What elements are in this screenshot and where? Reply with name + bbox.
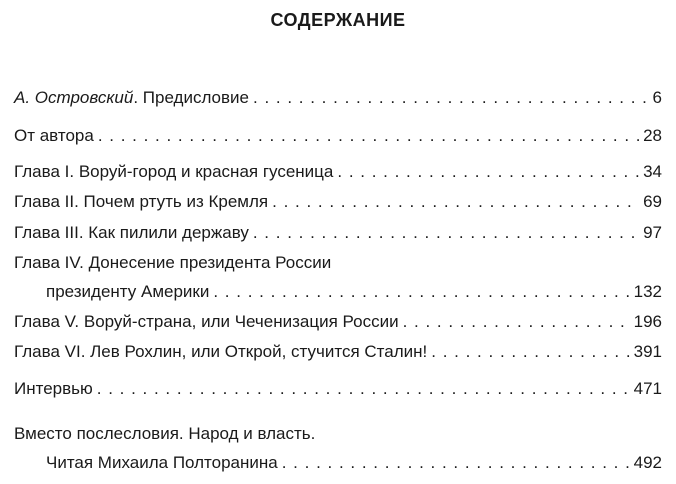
toc-entry-page: 28 bbox=[643, 126, 662, 145]
toc-entry-interview[interactable] bbox=[14, 377, 662, 401]
toc-entry-chapter-4-line-2[interactable] bbox=[46, 280, 662, 304]
toc-entry-page: 492 bbox=[633, 453, 662, 472]
dot-leader bbox=[213, 280, 629, 304]
dot-leader bbox=[97, 377, 630, 401]
toc-entry-label: Интервью bbox=[14, 379, 93, 398]
toc-entry-page: 391 bbox=[633, 342, 662, 361]
toc-entry-label bbox=[14, 86, 249, 110]
toc-entry-title: . Предисловие bbox=[133, 88, 249, 107]
toc-entry-chapter-6[interactable] bbox=[14, 340, 662, 364]
dot-leader bbox=[403, 310, 630, 334]
dot-leader bbox=[337, 160, 639, 184]
dot-leader bbox=[98, 124, 639, 148]
toc-entry-page: 34 bbox=[643, 162, 662, 181]
toc-entry-label: Глава II. Почем ртуть из Кремля bbox=[14, 192, 269, 211]
toc-entry-label: Глава III. Как пилили державу bbox=[14, 223, 249, 242]
toc-entry-page: 69 bbox=[643, 192, 662, 211]
dot-leader bbox=[253, 221, 639, 245]
dot-leader bbox=[431, 340, 629, 364]
toc-entry-page: 132 bbox=[633, 282, 662, 301]
toc-entry-chapter-2[interactable] bbox=[14, 190, 662, 214]
toc-entry-label: Читая Михаила Полторанина bbox=[46, 453, 278, 472]
toc-entry-afterword-line-1[interactable]: Вместо послесловия. Народ и власть. bbox=[14, 424, 316, 443]
toc-entry-chapter-1[interactable] bbox=[14, 160, 662, 184]
toc-entry-label: Глава I. Воруй-город и красная гусеница bbox=[14, 162, 334, 181]
toc-entry-page: 97 bbox=[643, 223, 662, 242]
toc-entry-page: 6 bbox=[652, 88, 662, 107]
toc-entry-page: 471 bbox=[633, 379, 662, 398]
toc-entry-label: президенту Америки bbox=[46, 282, 210, 301]
dot-leader bbox=[282, 451, 630, 475]
toc-entry-chapter-5[interactable] bbox=[14, 310, 662, 334]
toc-entry-label: Глава VI. Лев Рохлин, или Открой, стучится Сталин! bbox=[14, 342, 428, 361]
toc-entry-author: А. Островский bbox=[14, 88, 134, 107]
toc-entry-label: Глава V. Воруй-страна, или Чеченизация России bbox=[14, 312, 399, 331]
toc-entry-chapter-3[interactable] bbox=[14, 221, 662, 245]
toc-entry-label: От автора bbox=[14, 126, 94, 145]
toc-entry-page: 196 bbox=[633, 312, 662, 331]
dot-leader bbox=[253, 86, 649, 110]
page-title: СОДЕРЖАНИЕ bbox=[270, 10, 406, 30]
toc-entry-preface[interactable] bbox=[14, 86, 662, 110]
toc-entry-from-author[interactable] bbox=[14, 124, 662, 148]
toc-entry-afterword-line-2[interactable] bbox=[46, 451, 662, 475]
dot-leader bbox=[272, 190, 639, 214]
toc-entry-chapter-4-line-1[interactable]: Глава IV. Донесение президента России bbox=[14, 253, 332, 272]
